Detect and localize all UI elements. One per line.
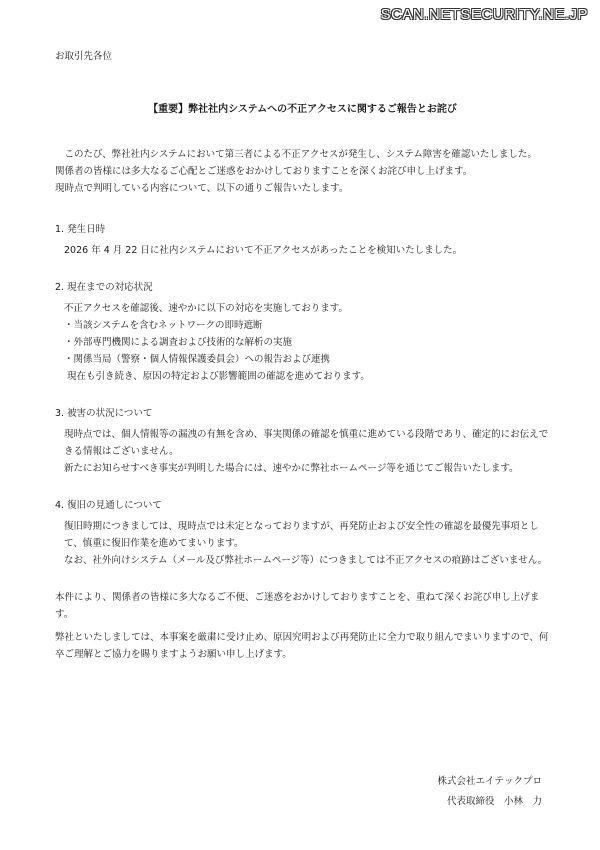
intro-paragraph: このたび、弊社社内システムにおいて第三者による不正アクセスが発生し、システム障害を確認いたしました。 [64, 149, 537, 160]
section-recovery-outlook [55, 497, 550, 569]
section-heading: 1. 発生日時 [55, 224, 106, 235]
section-damage-status [55, 405, 550, 477]
section-line: 現時点では、個人情報等の漏洩の有無を含め、事実関係の確認を慎重に進めている段階であり、確定的にお伝えできる情報はございません。 [64, 429, 549, 457]
closing-paragraph: 弊社といたしましては、本事案を厳粛に受け止め、原因究明および再発防止に全力で取り組んでまいりますので、何卒ご理解とご協力を賜りますようお願い申し上げます。 [55, 632, 549, 660]
section-line: 不正アクセスを確認後、速やかに以下の対応を実施しております。 [64, 303, 348, 314]
section-line: 復旧時期につきましては、現時点では未定となっておりますが、再発防止および安全性の確認を最優先事項として、慎重に復旧作業を進めてまいります。 [64, 521, 539, 549]
signature-block [437, 772, 542, 812]
closing-block [55, 589, 550, 663]
addressee: お取引先各位 [55, 51, 113, 62]
closing-paragraph: 本件により、関係者の皆様に多大なるご不便、ご迷惑をおかけしておりますことを、重ねて深くお詫び申し上げます。 [55, 592, 540, 620]
section-heading: 4. 復旧の見通しについて [55, 500, 162, 511]
intro-paragraph: 関係者の皆様には多大なるご心配とご迷惑をおかけしておりますことを深くお詫び申し上げます。 [55, 166, 473, 177]
company-name: 株式会社エイテックプロ [437, 776, 542, 787]
section-heading: 2. 現在までの対応状況 [55, 282, 153, 293]
section-line: 2026 年 4 月 22 日に社内システムにおいて不正アクセスがあったことを検知いたしました。 [64, 245, 463, 256]
bullet-item: ・当該システムを含むネットワークの即時遮断 [64, 320, 263, 331]
document-title: 【重要】弊社社内システムへの不正アクセスに関するご報告とお詫び [148, 104, 457, 115]
section-line: なお、社外向けシステム（メール及び弊社ホームページ等）につきましては不正アクセスの痕跡はございません。 [64, 555, 548, 566]
section-line: 現在も引き続き、原因の特定および影響範囲の確認を進めております。 [67, 371, 370, 382]
section-line: 新たにお知らせすべき事実が判明した場合には、速やかに弊社ホームページ等を通じてご報告いたします。 [64, 463, 519, 474]
section-occurrence-date [55, 221, 550, 259]
intro-paragraph: 現時点で判明している内容について、以下の通りご報告いたします。 [55, 183, 349, 194]
section-response-status [55, 279, 550, 385]
intro-block [55, 146, 550, 197]
bullet-item: ・外部専門機関による調査および技術的な解析の実施 [64, 337, 293, 348]
watermark-text: SCAN.NETSECURITY.NE.JP [380, 6, 588, 23]
section-heading: 3. 被害の状況について [55, 408, 153, 419]
bullet-item: ・関係当局（警察・個人情報保護委員会）への報告および連携 [64, 354, 331, 365]
representative-name: 代表取締役 小林 力 [446, 796, 542, 807]
document-page [55, 48, 550, 663]
